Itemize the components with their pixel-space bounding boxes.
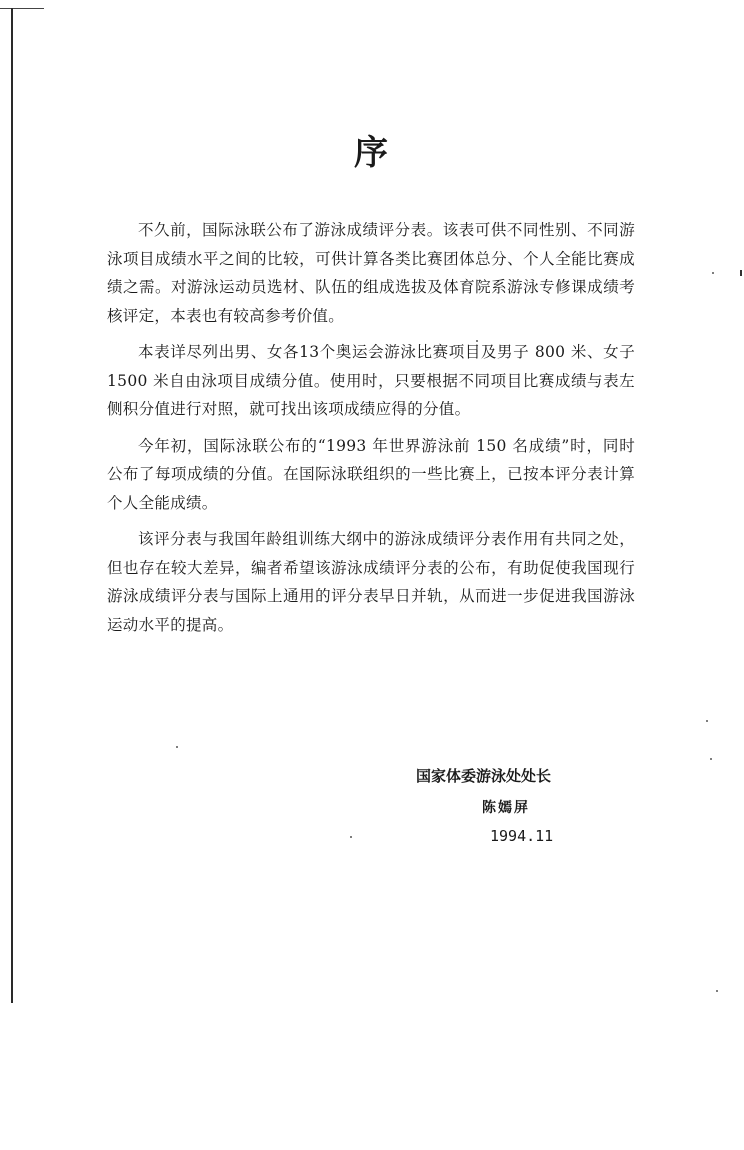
signature-organization: 国家体委游泳处处长	[416, 767, 552, 785]
paragraph-2: 本表详尽列出男、女各13个奥运会游泳比赛项目及男子 800 米、女子 1500 米自由泳项目成绩分值。使用时，只要根据不同项目比赛成绩与表左侧积分值进行对照，就可找出该项成绩应得的分值。	[107, 343, 635, 418]
scan-speck	[710, 758, 712, 760]
scan-artifact-top	[0, 8, 44, 9]
signature-name: 陈嫣屏	[482, 800, 530, 816]
signature-date: 1994.11	[490, 827, 554, 845]
scan-speck	[706, 720, 708, 722]
preface-body	[107, 216, 635, 647]
scan-speck	[716, 990, 718, 992]
signature-block	[416, 762, 616, 850]
page-title: 序	[354, 133, 390, 173]
paragraph-1: 不久前，国际泳联公布了游泳成绩评分表。该表可供不同性别、不同游泳项目成绩水平之间的比较，可供计算各类比赛团体总分、个人全能比赛成绩之需。对游泳运动员选材、队伍的组成选拔及体育院系游泳专修课成绩考核评定，本表也有较高参考价值。	[107, 221, 635, 325]
scan-speck	[176, 746, 178, 748]
scan-artifact-right-mark	[740, 270, 742, 276]
scan-speck	[476, 340, 478, 342]
paragraph-3: 今年初，国际泳联公布的“1993 年世界游泳前 150 名成绩”时，同时公布了每项成绩的分值。在国际泳联组织的一些比赛上，已按本评分表计算个人全能成绩。	[107, 436, 635, 512]
scan-speck	[712, 272, 714, 274]
paragraph-4: 该评分表与我国年龄组训练大纲中的游泳成绩评分表作用有共同之处，但也存在较大差异，编者希望该游泳成绩评分表的公布，有助促使我国现行游泳成绩评分表与国际上通用的评分表早日并轨，从而进一步促进我国游泳运动水平的提高。	[107, 530, 635, 634]
scan-speck	[350, 836, 352, 838]
